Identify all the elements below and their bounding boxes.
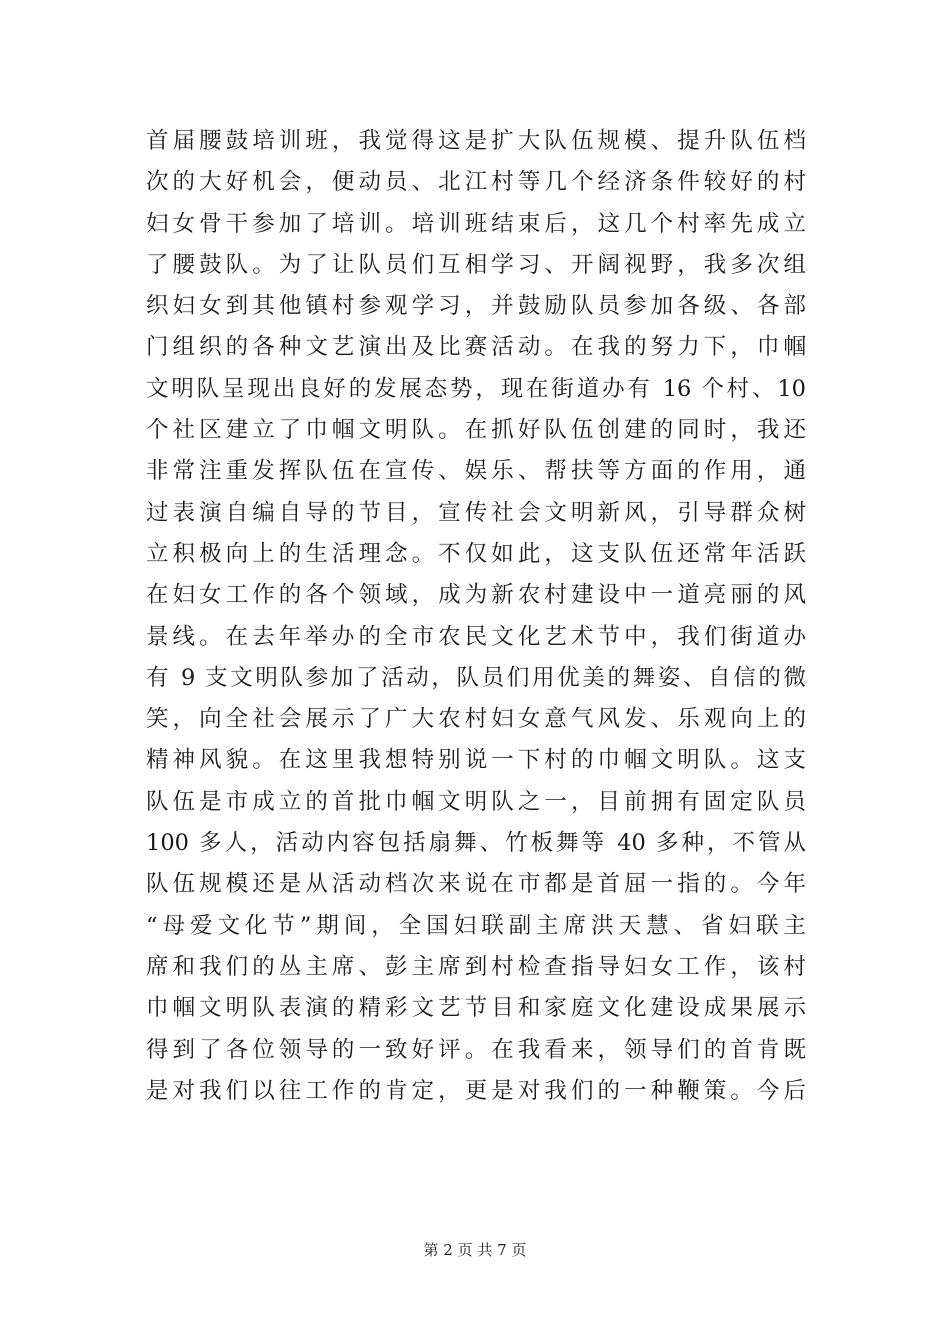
text-line: “母爱文化节”期间，全国妇联副主席洪天慧、省妇联主: [146, 912, 806, 939]
text-line: 在妇女工作的各个领域，成为新农村建设中一道亮丽的风: [146, 582, 806, 609]
text-line: 妇女骨干参加了培训。培训班结束后，这几个村率先成立: [146, 210, 806, 237]
text-line: 非常注重发挥队伍在宣传、娱乐、帮扶等方面的作用，通: [146, 458, 806, 485]
text-line: 次的大好机会，便动员、北江村等几个经济条件较好的村: [146, 169, 806, 196]
text-line: 有 9 支文明队参加了活动，队员们用优美的舞姿、自信的微: [146, 664, 806, 691]
text-line: 巾帼文明队表演的精彩文艺节目和家庭文化建设成果展示: [146, 995, 806, 1022]
text-line: 立积极向上的生活理念。不仅如此，这支队伍还常年活跃: [146, 540, 806, 567]
text-line: 了腰鼓队。为了让队员们互相学习、开阔视野，我多次组: [146, 251, 806, 278]
text-line: 门组织的各种文艺演出及比赛活动。在我的努力下，巾帼: [146, 334, 806, 361]
text-line: 席和我们的丛主席、彭主席到村检查指导妇女工作，该村: [146, 953, 806, 980]
text-line: 是对我们以往工作的肯定，更是对我们的一种鞭策。今后: [146, 1077, 806, 1104]
page-number: 第 2 页 共 7 页: [423, 1241, 527, 1259]
body-paragraph: [146, 121, 806, 1112]
text-line: 100 多人，活动内容包括扇舞、竹板舞等 40 多种，不管从: [146, 830, 806, 857]
page-footer: [0, 1240, 950, 1260]
text-line: 首届腰鼓培训班，我觉得这是扩大队伍规模、提升队伍档: [146, 128, 806, 154]
text-line: 笑，向全社会展示了广大农村妇女意气风发、乐观向上的: [146, 706, 806, 733]
text-line: 过表演自编自导的节目，宣传社会文明新风，引导群众树: [146, 499, 806, 526]
text-line: 景线。在去年举办的全市农民文化艺术节中，我们街道办: [146, 623, 806, 650]
text-line: 队伍规模还是从活动档次来说在市都是首屈一指的。今年: [146, 871, 806, 898]
text-line: 个社区建立了巾帼文明队。在抓好队伍创建的同时，我还: [146, 417, 806, 444]
text-line: 织妇女到其他镇村参观学习，并鼓励队员参加各级、各部: [146, 293, 806, 320]
text-line: 精神风貌。在这里我想特别说一下村的巾帼文明队。这支: [146, 747, 806, 774]
text-line: 得到了各位领导的一致好评。在我看来，领导们的首肯既: [146, 1036, 806, 1063]
text-line: 文明队呈现出良好的发展态势，现在街道办有 16 个村、10: [146, 375, 806, 402]
text-line: 队伍是市成立的首批巾帼文明队之一，目前拥有固定队员: [146, 788, 806, 815]
